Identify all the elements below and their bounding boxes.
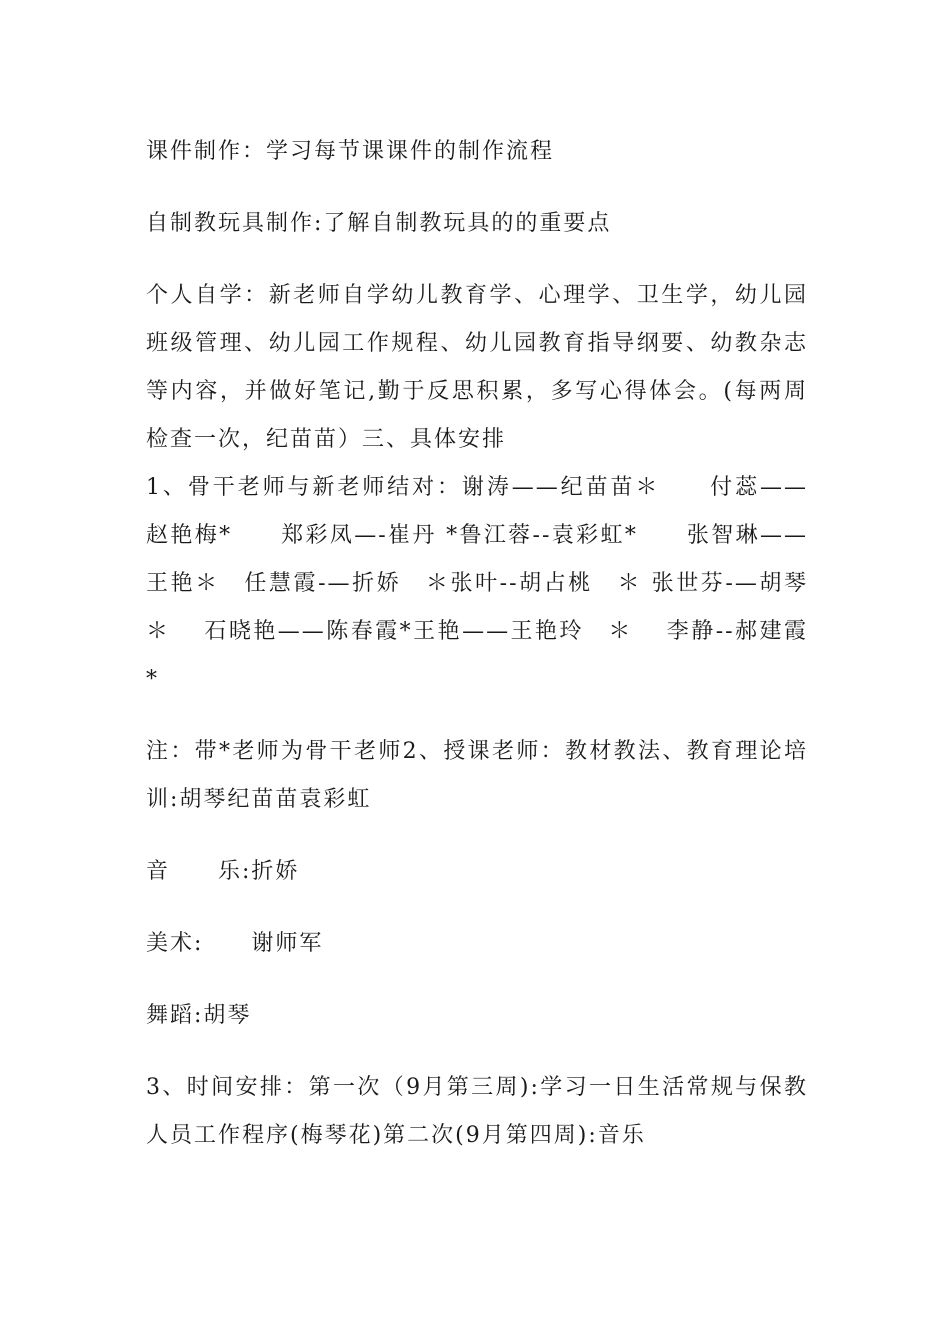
paragraph-note-instructors: 注：带*老师为骨干老师2、授课老师：教材教法、教育理论培训:胡琴纪苗苗袁彩虹 [146, 739, 808, 812]
paragraph-schedule: 3、时间安排：第一次（9月第三周):学习一日生活常规与保教人员工作程序(梅琴花)第二次(9月第四周):音乐 [146, 1075, 808, 1148]
paragraph-dance: 舞蹈:胡琴 [146, 1003, 252, 1028]
paragraph-self-study: 个人自学：新老师自学幼儿教育学、心理学、卫生学，幼儿园班级管理、幼儿园工作规程、幼儿园教育指导纲要、幼教杂志等内容，并做好笔记,勤于反思积累，多写心得体会。(每两周检查一次，纪苗苗）三、具体安排 [146, 283, 808, 452]
paragraph-courseware: 课件制作：学习每节课课件的制作流程 [146, 139, 555, 164]
paragraph-teaching-toys: 自制教玩具制作:了解自制教玩具的的重要点 [146, 211, 612, 236]
paragraph-mentor-pairs: 1、骨干老师与新老师结对：谢涛——纪苗苗＊ 付蕊——赵艳梅* 郑彩凤—-崔丹 *鲁江蓉--袁彩虹* 张智琳——王艳＊ 任慧霞-—折娇 ＊张叶--胡占桃 ＊ 张世芬-—胡琴＊ 石晓艳——陈春霞*王艳——王艳玲 ＊ 李静--郝建霞* [146, 475, 808, 692]
document-body [146, 128, 808, 1160]
paragraph-music: 音 乐:折娇 [146, 859, 300, 884]
paragraph-art: 美术: 谢师军 [146, 931, 324, 956]
